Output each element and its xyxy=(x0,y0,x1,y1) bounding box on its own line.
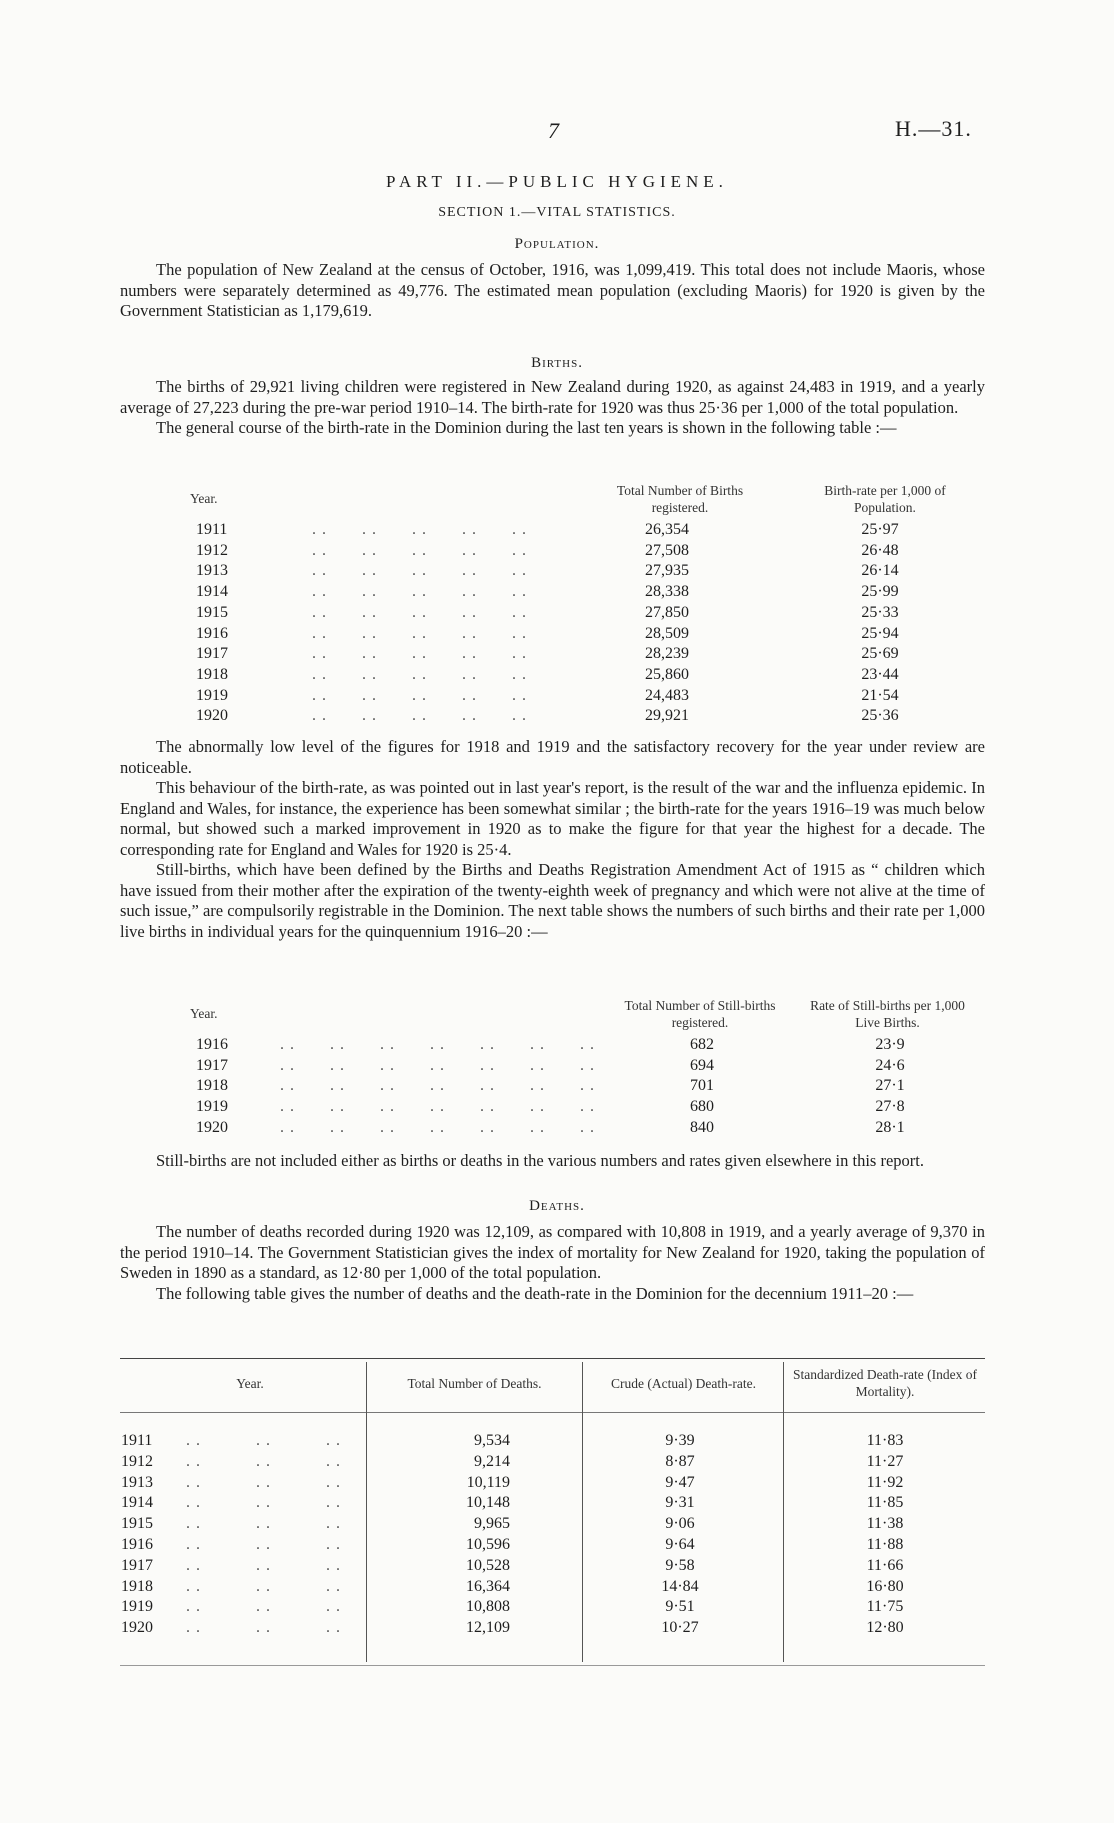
year-cell: 1917 xyxy=(196,1056,228,1074)
year-cell: 1911 xyxy=(121,1432,153,1449)
leader-dots: . . . . . . . . . . xyxy=(312,665,527,683)
table-row xyxy=(0,1474,1114,1494)
births-paragraph-5: Still-births, which have been defined by the Births and Deaths Registration Amendment Act of 1915 as “ children which have issued from their mother after the expiration of the twenty-eighth week of pregnancy and which were not alive at the time of such issue,” are compulsorily registrable in the Dominion. The next table shows the numbers of such births and their rate per 1,000 live births in individual years for the quinquennium 1916–20 :— xyxy=(120,860,985,941)
table-row xyxy=(0,1098,1114,1118)
crude-rate-cell: 10·27 xyxy=(661,1619,699,1637)
stillbirth-rate-cell: 27·1 xyxy=(875,1077,905,1095)
leader-dots: . . . . . . xyxy=(186,1536,341,1553)
population-paragraph: The population of New Zealand at the census of October, 1916, was 1,099,419. This total does not include Maoris, whose numbers were separately determined as 49,776. The estimated mean population (excluding Maoris) for 1920 is given by the Government Statistician as 1,179,619. xyxy=(120,260,985,320)
stillbirth-count-cell: 694 xyxy=(690,1056,714,1074)
table-row xyxy=(0,562,1114,582)
deaths-table-bottom-rule xyxy=(120,1665,985,1666)
stillbirth-count-cell: 840 xyxy=(690,1118,714,1136)
leader-dots: . . . . . . . . . . xyxy=(312,603,527,621)
crude-rate-cell: 8·87 xyxy=(665,1452,695,1470)
stillbirth-count-cell: 680 xyxy=(690,1098,714,1116)
leader-dots: . . . . . . xyxy=(186,1619,341,1637)
leader-dots: . . . . . . . . . . xyxy=(312,686,527,704)
table-row xyxy=(0,1557,1114,1577)
year-cell: 1913 xyxy=(196,562,228,580)
year-cell: 1917 xyxy=(121,1556,153,1574)
deaths-count-cell: 12,109 xyxy=(466,1619,510,1637)
deaths-count-cell: 9,534 xyxy=(474,1432,510,1449)
birth-rate-cell: 25·69 xyxy=(861,645,899,663)
year-cell: 1919 xyxy=(196,1098,228,1116)
birth-rate-cell: 26·14 xyxy=(861,562,899,580)
deaths-count-cell: 9,214 xyxy=(474,1452,510,1470)
part-title: PART II.—PUBLIC HYGIENE. xyxy=(386,172,728,191)
births-col-year: Year. xyxy=(190,491,218,506)
deaths-col-standardized: Standardized Death-rate (Index of Mortality). xyxy=(792,1367,978,1399)
standardized-rate-cell: 11·66 xyxy=(866,1556,904,1574)
crude-rate-cell: 9·58 xyxy=(665,1556,695,1574)
table-row xyxy=(0,1036,1114,1056)
table-row xyxy=(0,666,1114,686)
deaths-col-year: Year. xyxy=(236,1376,264,1391)
year-cell: 1914 xyxy=(196,583,228,601)
year-cell: 1920 xyxy=(196,707,228,725)
births-heading: Births. xyxy=(531,355,583,371)
birth-rate-cell: 21·54 xyxy=(861,686,899,704)
table-row xyxy=(0,1598,1114,1618)
stillbirth-count-cell: 701 xyxy=(690,1077,714,1095)
leader-dots: . . . . . . . . . . . . . . xyxy=(280,1056,595,1074)
leader-dots: . . . . . . . . . . xyxy=(312,645,527,663)
births-paragraph-4: This behaviour of the birth-rate, as was pointed out in last year's report, is the result of the war and the influenza epidemic. In England and Wales, for instance, the experience has been somewhat similar ; the birth-rate for the years 1916–19 was much below normal, but showed such a marked improvement in 1920 as to make the figure for that year the highest for a decade. The corresponding rate for England and Wales for 1920 is 25·4. xyxy=(120,778,985,859)
births-paragraph-3: The abnormally low level of the figures for 1918 and 1919 and the satisfactory recovery for the year under review are noticeable. xyxy=(120,737,985,777)
births-count-cell: 27,508 xyxy=(645,541,689,559)
leader-dots: . . . . . . . . . . xyxy=(312,521,527,538)
standardized-rate-cell: 11·88 xyxy=(866,1536,904,1553)
table-row xyxy=(0,1536,1114,1556)
year-cell: 1920 xyxy=(196,1118,228,1136)
stillbirth-count-cell: 682 xyxy=(690,1036,714,1053)
year-cell: 1919 xyxy=(121,1598,153,1616)
stillbirth-rate-cell: 27·8 xyxy=(875,1098,905,1116)
table-row xyxy=(0,707,1114,727)
table-row xyxy=(0,542,1114,562)
deaths-count-cell: 16,364 xyxy=(466,1577,510,1595)
crude-rate-cell: 9·06 xyxy=(665,1515,695,1533)
table-row xyxy=(0,583,1114,603)
table-row xyxy=(0,687,1114,707)
table-row xyxy=(0,521,1114,541)
standardized-rate-cell: 12·80 xyxy=(866,1619,904,1637)
births-count-cell: 28,509 xyxy=(645,624,689,642)
year-cell: 1913 xyxy=(121,1473,153,1491)
year-cell: 1914 xyxy=(121,1494,153,1512)
leader-dots: . . . . . . . . . . . . . . xyxy=(280,1098,595,1116)
year-cell: 1920 xyxy=(121,1619,153,1637)
table-row xyxy=(0,1077,1114,1097)
table-row xyxy=(0,1578,1114,1598)
leader-dots: . . . . . . . . . . . . . . xyxy=(280,1118,595,1136)
deaths-count-cell: 10,808 xyxy=(466,1598,510,1616)
population-text xyxy=(120,260,985,322)
deaths-heading: Deaths. xyxy=(529,1198,585,1214)
births-paragraph-1: The births of 29,921 living children were registered in New Zealand during 1920, as against 24,483 in 1919, and a yearly average of 27,223 during the pre-war period 1910–14. The birth-rate for 1920 was thus 25·36 per 1,000 of the total population. xyxy=(120,377,985,417)
year-cell: 1912 xyxy=(196,541,228,559)
deaths-intro xyxy=(120,1222,985,1304)
table-row xyxy=(0,1432,1114,1452)
deaths-paragraph-2: The following table gives the number of deaths and the death-rate in the Dominion for the decennium 1911–20 :— xyxy=(156,1283,914,1303)
table-row xyxy=(0,1494,1114,1514)
birth-rate-cell: 25·97 xyxy=(861,521,899,538)
leader-dots: . . . . . . xyxy=(186,1494,341,1512)
deaths-paragraph-1: The number of deaths recorded during 1920 was 12,109, as compared with 10,808 in 1919, and a yearly average of 9,370 in the period 1910–14. The Government Statistician gives the index of mortality for New Zealand for 1920, taking the population of Sweden in 1890 as a standard, as 12·80 per 1,000 of the total population. xyxy=(120,1222,985,1282)
crude-rate-cell: 9·31 xyxy=(665,1494,695,1512)
deaths-count-cell: 10,596 xyxy=(466,1536,510,1553)
births-paragraph-2: The general course of the birth-rate in the Dominion during the last ten years is shown in the following table :— xyxy=(156,418,897,437)
births-count-cell: 27,850 xyxy=(645,603,689,621)
table-row xyxy=(0,1619,1114,1639)
section-title: SECTION 1.—VITAL STATISTICS. xyxy=(438,205,676,220)
leader-dots: . . . . . . xyxy=(186,1473,341,1491)
standardized-rate-cell: 11·38 xyxy=(866,1515,904,1533)
stillbirth-rate-cell: 24·6 xyxy=(875,1056,905,1074)
leader-dots: . . . . . . xyxy=(186,1577,341,1595)
leader-dots: . . . . . . xyxy=(186,1515,341,1533)
leader-dots: . . . . . . . . . . . . . . xyxy=(280,1036,595,1053)
stillbirth-col-rate: Rate of Still-births per 1,000 Live Births. xyxy=(810,998,965,1030)
year-cell: 1916 xyxy=(196,624,228,642)
crude-rate-cell: 14·84 xyxy=(661,1577,699,1595)
deaths-count-cell: 10,528 xyxy=(466,1556,510,1574)
births-count-cell: 25,860 xyxy=(645,665,689,683)
leader-dots: . . . . . . xyxy=(186,1556,341,1574)
leader-dots: . . . . . . . . . . xyxy=(312,562,527,580)
crude-rate-cell: 9·51 xyxy=(665,1598,695,1616)
birth-rate-cell: 26·48 xyxy=(861,541,899,559)
leader-dots: . . . . . . xyxy=(186,1432,341,1449)
birth-rate-cell: 25·36 xyxy=(861,707,899,725)
crude-rate-cell: 9·39 xyxy=(665,1432,695,1449)
leader-dots: . . . . . . xyxy=(186,1598,341,1616)
births-col-rate: Birth-rate per 1,000 of Population. xyxy=(824,483,946,515)
standardized-rate-cell: 11·83 xyxy=(866,1432,904,1449)
deaths-col-total: Total Number of Deaths. xyxy=(407,1376,542,1391)
year-cell: 1915 xyxy=(196,603,228,621)
births-count-cell: 27,935 xyxy=(645,562,689,580)
year-cell: 1918 xyxy=(196,1077,228,1095)
standardized-rate-cell: 11·92 xyxy=(866,1473,904,1491)
year-cell: 1911 xyxy=(196,521,228,538)
year-cell: 1916 xyxy=(121,1536,153,1553)
crude-rate-cell: 9·64 xyxy=(665,1536,695,1553)
stillbirth-rate-cell: 28·1 xyxy=(875,1118,905,1136)
standardized-rate-cell: 11·75 xyxy=(866,1598,904,1616)
deaths-count-cell: 9,965 xyxy=(474,1515,510,1533)
births-col-total: Total Number of Births registered. xyxy=(616,483,744,515)
leader-dots: . . . . . . . . . . xyxy=(312,541,527,559)
table-row xyxy=(0,625,1114,645)
standardized-rate-cell: 11·27 xyxy=(866,1452,904,1470)
deaths-table-header-rule xyxy=(120,1412,985,1413)
year-cell: 1912 xyxy=(121,1452,153,1470)
table-row xyxy=(0,1453,1114,1473)
births-count-cell: 26,354 xyxy=(645,521,689,538)
birth-rate-cell: 23·44 xyxy=(861,665,899,683)
year-cell: 1918 xyxy=(121,1577,153,1595)
crude-rate-cell: 9·47 xyxy=(665,1473,695,1491)
leader-dots: . . . . . . . . . . xyxy=(312,624,527,642)
stillbirth-note xyxy=(120,1151,985,1172)
births-count-cell: 28,338 xyxy=(645,583,689,601)
table-row xyxy=(0,1057,1114,1077)
deaths-count-cell: 10,119 xyxy=(466,1473,510,1491)
table-row xyxy=(0,645,1114,665)
table-row xyxy=(0,1515,1114,1535)
births-paragraph-6: Still-births are not included either as births or deaths in the various numbers and rates given elsewhere in this report. xyxy=(156,1151,924,1170)
standardized-rate-cell: 16·80 xyxy=(866,1577,904,1595)
birth-rate-cell: 25·99 xyxy=(861,583,899,601)
year-cell: 1918 xyxy=(196,665,228,683)
deaths-table-top-rule xyxy=(120,1358,985,1359)
table-row xyxy=(0,604,1114,624)
births-commentary xyxy=(120,737,985,942)
leader-dots: . . . . . . . . . . xyxy=(312,583,527,601)
births-intro xyxy=(120,377,985,439)
page-number: 7 xyxy=(548,118,559,143)
leader-dots: . . . . . . . . . . . . . . xyxy=(280,1077,595,1095)
report-reference: H.—31. xyxy=(895,116,972,141)
births-count-cell: 28,239 xyxy=(645,645,689,663)
standardized-rate-cell: 11·85 xyxy=(866,1494,904,1512)
births-count-cell: 24,483 xyxy=(645,686,689,704)
stillbirth-rate-cell: 23·9 xyxy=(875,1036,905,1053)
year-cell: 1915 xyxy=(121,1515,153,1533)
birth-rate-cell: 25·94 xyxy=(861,624,899,642)
year-cell: 1916 xyxy=(196,1036,228,1053)
deaths-col-crude: Crude (Actual) Death-rate. xyxy=(610,1376,757,1391)
population-heading: Population. xyxy=(514,236,600,252)
leader-dots: . . . . . . . . . . xyxy=(312,707,527,725)
stillbirth-col-total: Total Number of Still-births registered. xyxy=(624,998,776,1030)
year-cell: 1917 xyxy=(196,645,228,663)
year-cell: 1919 xyxy=(196,686,228,704)
leader-dots: . . . . . . xyxy=(186,1452,341,1470)
birth-rate-cell: 25·33 xyxy=(861,603,899,621)
table-row xyxy=(0,1119,1114,1139)
stillbirth-col-year: Year. xyxy=(190,1006,218,1021)
births-count-cell: 29,921 xyxy=(645,707,689,725)
deaths-count-cell: 10,148 xyxy=(466,1494,510,1512)
